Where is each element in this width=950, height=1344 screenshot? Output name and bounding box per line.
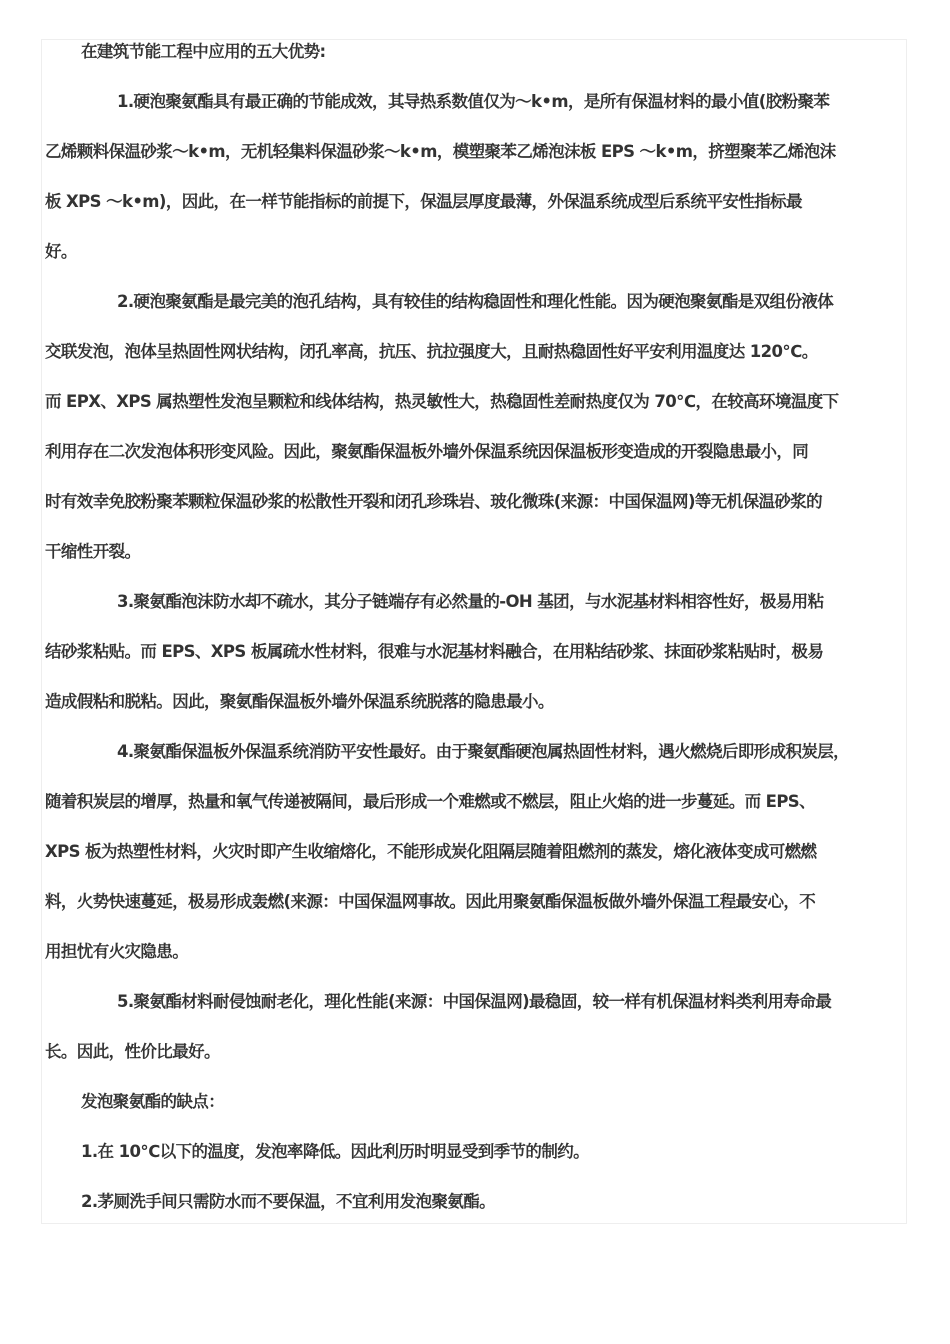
paragraph-line: 3.聚氨酯泡沫防水却不疏水，其分子链端存有必然量的-OH 基团，与水泥基材料相容性好，极易用粘 bbox=[117, 592, 824, 611]
list-item: 2.茅厕洗手间只需防水而不要保温，不宜利用发泡聚氨酯。 bbox=[81, 1192, 496, 1211]
section-heading-advantages: 在建筑节能工程中应用的五大优势: bbox=[81, 42, 326, 61]
paragraph-line: 造成假粘和脱粘。因此，聚氨酯保温板外墙外保温系统脱落的隐患最小。 bbox=[45, 692, 554, 711]
paragraph-line: 乙烯颗料保温砂浆～k•m，无机轻集料保温砂浆～k•m，模塑聚苯乙烯泡沫板 EPS ～k•m，挤塑聚苯乙烯泡沫 bbox=[45, 142, 836, 161]
paragraph-line: 好。 bbox=[45, 242, 77, 261]
paragraph-line: 而 EPX、XPS 属热塑性发泡呈颗粒和线体结构，热灵敏性大，热稳固性差耐热度仅为 70℃，在较高环境温度下 bbox=[45, 392, 839, 411]
paragraph-line: 2.硬泡聚氨酯是最完美的泡孔结构，具有较佳的结构稳固性和理化性能。因为硬泡聚氨酯是双组份液体 bbox=[117, 292, 834, 311]
document-body bbox=[45, 27, 925, 1227]
paragraph-line: 料，火势快速蔓延，极易形成轰燃(来源：中国保温网事故。因此用聚氨酯保温板做外墙外保温工程最安心，不 bbox=[45, 892, 816, 911]
paragraph-line: 1.硬泡聚氨酯具有最正确的节能成效，其导热系数值仅为～k•m，是所有保温材料的最小值(胶粉聚苯 bbox=[117, 92, 830, 111]
paragraph-line: 交联发泡，泡体呈热固性网状结构，闭孔率高，抗压、抗拉强度大，且耐热稳固性好平安利用温度达 120℃。 bbox=[45, 342, 818, 361]
section-heading-disadvantages: 发泡聚氨酯的缺点： bbox=[81, 1092, 225, 1111]
paragraph-line: 长。因此，性价比最好。 bbox=[45, 1042, 220, 1061]
paragraph-line: 时有效幸免胶粉聚苯颗粒保温砂浆的松散性开裂和闭孔珍珠岩、玻化微珠(来源：中国保温网)等无机保温砂浆的 bbox=[45, 492, 823, 511]
paragraph-line: 干缩性开裂。 bbox=[45, 542, 141, 561]
paragraph-line: XPS 板为热塑性材料，火灾时即产生收缩熔化，不能形成炭化阻隔层随着阻燃剂的蒸发，熔化液体变成可燃燃 bbox=[45, 842, 817, 861]
paragraph-line: 结砂浆粘贴。而 EPS、XPS 板属疏水性材料，很难与水泥基材料融合，在用粘结砂浆、抹面砂浆粘贴时，极易 bbox=[45, 642, 824, 661]
paragraph-line: 板 XPS ～k•m)，因此，在一样节能指标的前提下，保温层厚度最薄，外保温系统成型后系统平安性指标最 bbox=[45, 192, 802, 211]
paragraph-line: 4.聚氨酯保温板外保温系统消防平安性最好。由于聚氨酯硬泡属热固性材料，遇火燃烧后即形成积炭层， bbox=[117, 742, 850, 761]
paragraph-line: 利用存在二次发泡体积形变风险。因此，聚氨酯保温板外墙外保温系统因保温板形变造成的开裂隐患最小，同 bbox=[45, 442, 809, 461]
paragraph-line: 用担忧有火灾隐患。 bbox=[45, 942, 189, 961]
list-item: 1.在 10℃以下的温度，发泡率降低。因此利历时明显受到季节的制约。 bbox=[81, 1142, 590, 1161]
paragraph-line: 随着积炭层的增厚，热量和氧气传递被隔间，最后形成一个难燃或不燃层，阻止火焰的进一步蔓延。而 EPS、 bbox=[45, 792, 815, 811]
paragraph-line: 5.聚氨酯材料耐侵蚀耐老化，理化性能(来源：中国保温网)最稳固，较一样有机保温材料类利用寿命最 bbox=[117, 992, 832, 1011]
